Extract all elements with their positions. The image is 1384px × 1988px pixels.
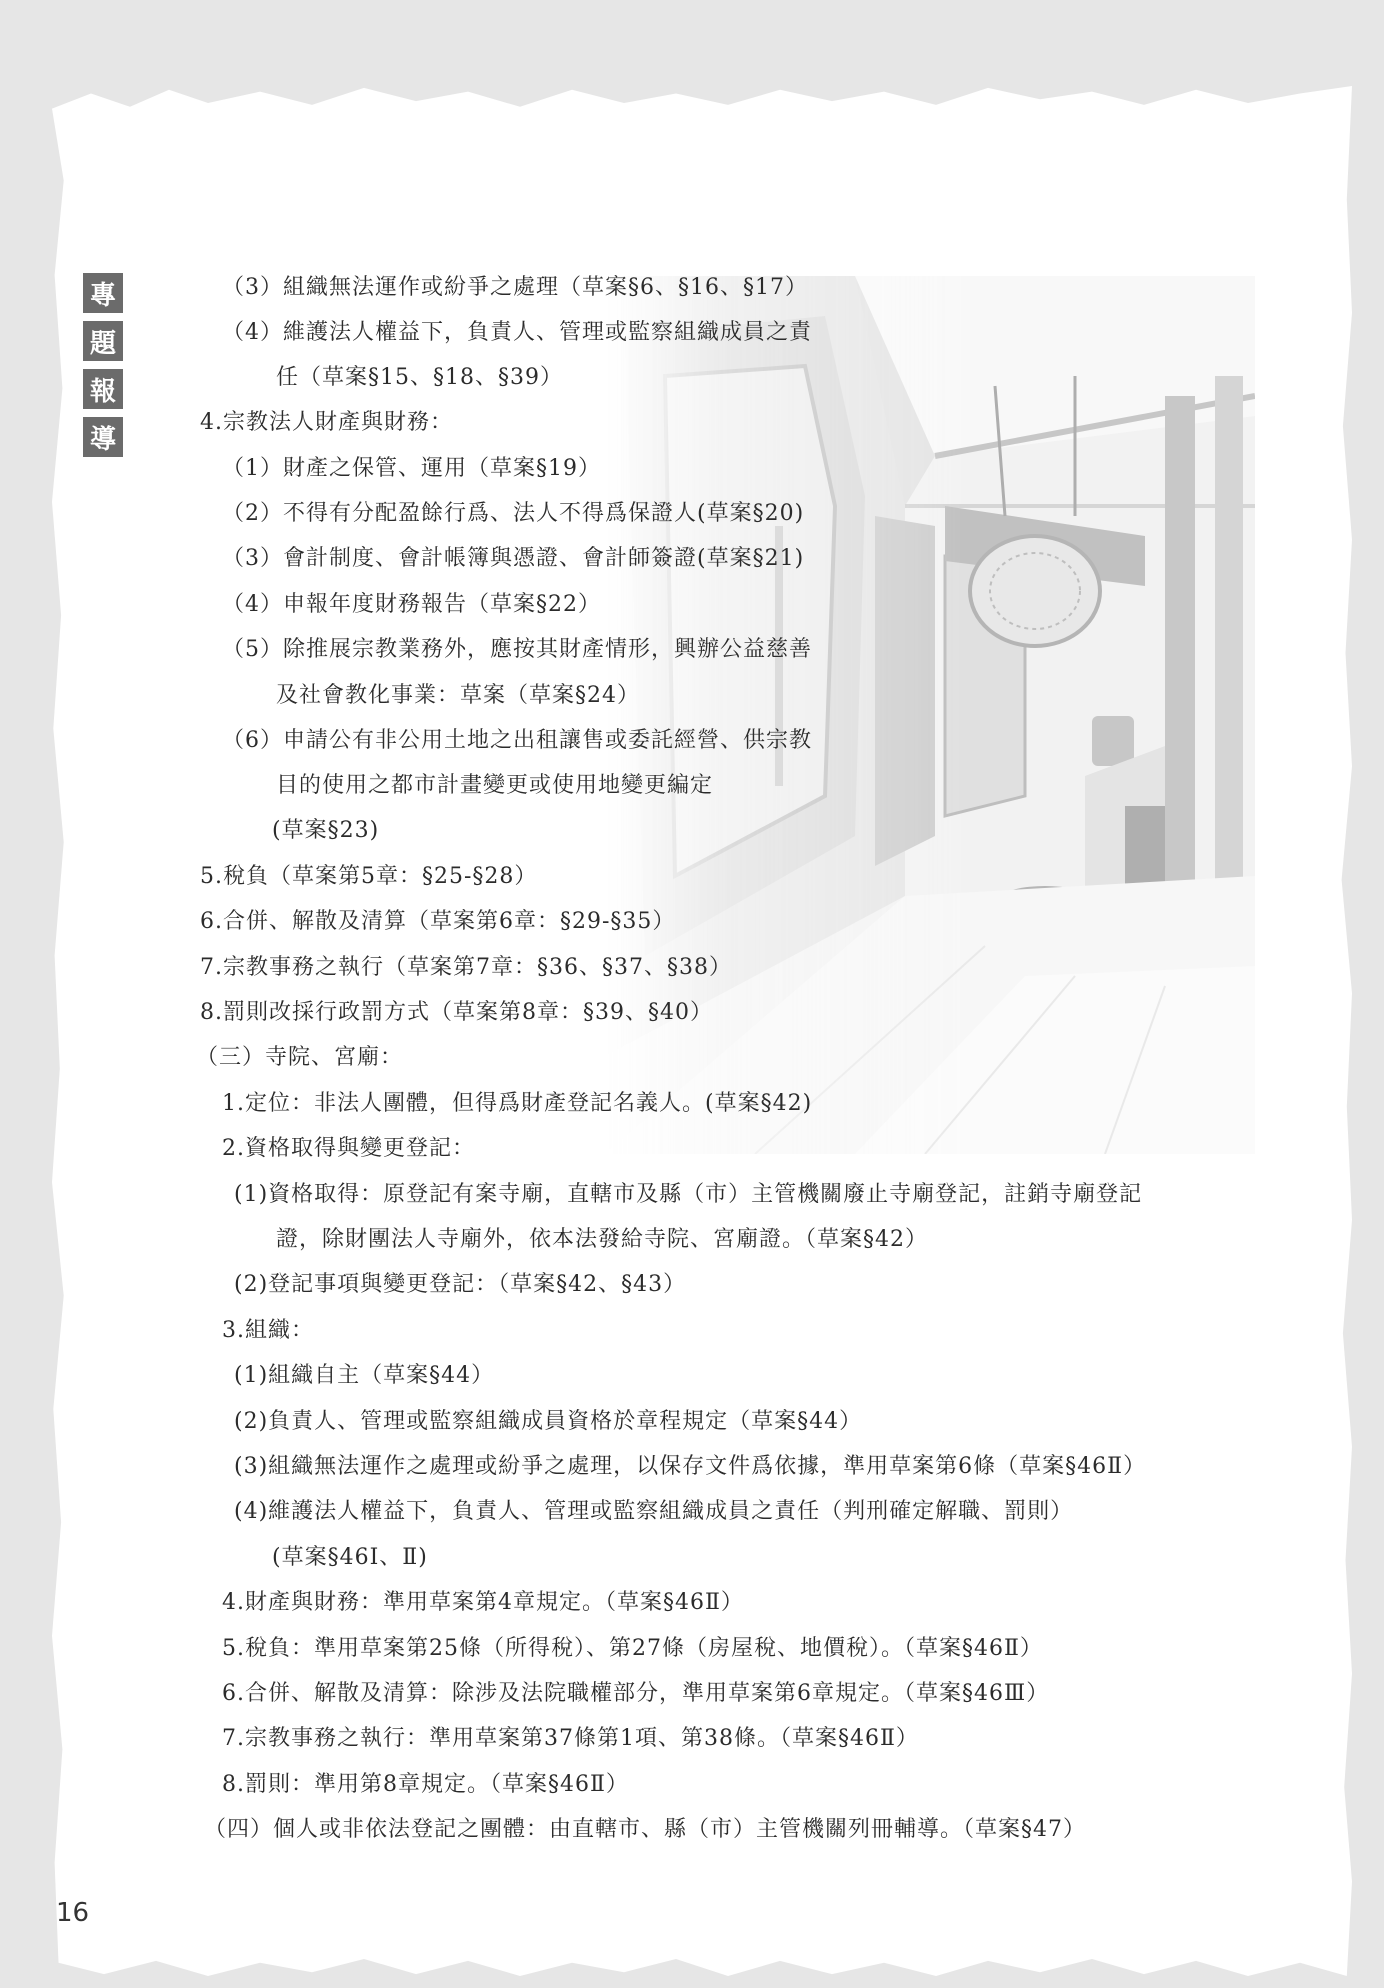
text-line: (2)登記事項與變更登記：（草案§42、§43） xyxy=(234,1272,687,1297)
text-line: （5）除推展宗教業務外，應按其財產情形，興辦公益慈善 xyxy=(222,637,812,662)
text-line: （1）財產之保管、運用（草案§19） xyxy=(222,456,601,481)
text-line: 目的使用之都市計畫變更或使用地變更編定 xyxy=(276,773,714,798)
text-line: (4)維護法人權益下，負責人、管理或監察組織成員之責任（判刑確定解職、罰則） xyxy=(234,1499,1074,1524)
text-line: 3.組織： xyxy=(222,1318,314,1343)
text-line: (草案§23) xyxy=(272,818,380,843)
text-line: 7.宗教事務之執行：準用草案第37條第1項、第38條。（草案§46Ⅱ） xyxy=(222,1726,919,1751)
text-line: 證，除財團法人寺廟外，依本法發給寺院、宮廟證。（草案§42） xyxy=(276,1227,928,1252)
text-line: 任（草案§15、§18、§39） xyxy=(276,365,563,390)
section-tag-char: 專 xyxy=(83,273,123,313)
text-line: （3）組織無法運作或紛爭之處理（草案§6、§16、§17） xyxy=(222,275,808,300)
text-line: 4.宗教法人財產與財務： xyxy=(200,410,453,435)
text-line: (1)資格取得：原登記有案寺廟，直轄市及縣（市）主管機關廢止寺廟登記，註銷寺廟登記 xyxy=(234,1182,1143,1207)
section-tag-char: 題 xyxy=(83,321,123,361)
text-line: 6.合併、解散及清算（草案第6章：§29-§35） xyxy=(200,909,676,934)
text-line: 及社會教化事業：草案（草案§24） xyxy=(276,683,640,708)
text-line: (1)組織自主（草案§44） xyxy=(234,1363,495,1388)
text-line: （4）申報年度財務報告（草案§22） xyxy=(222,592,601,617)
text-line: （2）不得有分配盈餘行爲、法人不得爲保證人(草案§20) xyxy=(222,501,805,526)
text-line: 6.合併、解散及清算：除涉及法院職權部分，準用草案第6章規定。（草案§46Ⅲ） xyxy=(222,1681,1050,1706)
text-line: 5.稅負（草案第5章：§25-§28） xyxy=(200,864,538,889)
text-line: 8.罰則改採行政罰方式（草案第8章：§39、§40） xyxy=(200,1000,713,1025)
text-line: （4）維護法人權益下，負責人、管理或監察組織成員之責 xyxy=(222,320,812,345)
text-line: （三）寺院、宮廟： xyxy=(196,1045,404,1070)
text-line: 7.宗教事務之執行（草案第7章：§36、§37、§38） xyxy=(200,955,732,980)
text-line: (草案§46Ⅰ、Ⅱ) xyxy=(272,1545,428,1570)
text-line: （四）個人或非依法登記之團體：由直轄市、縣（市）主管機關列冊輔導。（草案§47） xyxy=(204,1817,1086,1842)
text-line: （3）會計制度、會計帳簿與憑證、會計師簽證(草案§21) xyxy=(222,546,805,571)
text-line: 4.財產與財務：準用草案第4章規定。（草案§46Ⅱ） xyxy=(222,1590,744,1615)
text-line: 1.定位：非法人團體，但得爲財產登記名義人。(草案§42) xyxy=(222,1091,813,1116)
text-line: 2.資格取得與變更登記： xyxy=(222,1136,475,1161)
section-tag-char: 導 xyxy=(83,417,123,457)
text-line: 5.稅負：準用草案第25條（所得稅）、第27條（房屋稅、地價稅）。（草案§46Ⅱ） xyxy=(222,1636,1043,1661)
page-number: 16 xyxy=(56,1898,90,1928)
section-tag-char: 報 xyxy=(83,369,123,409)
text-line: （6）申請公有非公用土地之出租讓售或委託經營、供宗教 xyxy=(222,728,812,753)
text-line: (3)組織無法運作之處理或紛爭之處理，以保存文件爲依據，準用草案第6條（草案§46Ⅱ） xyxy=(234,1454,1147,1479)
text-line: (2)負責人、管理或監察組織成員資格於章程規定（草案§44） xyxy=(234,1409,863,1434)
text-line: 8.罰則：準用第8章規定。（草案§46Ⅱ） xyxy=(222,1772,629,1797)
